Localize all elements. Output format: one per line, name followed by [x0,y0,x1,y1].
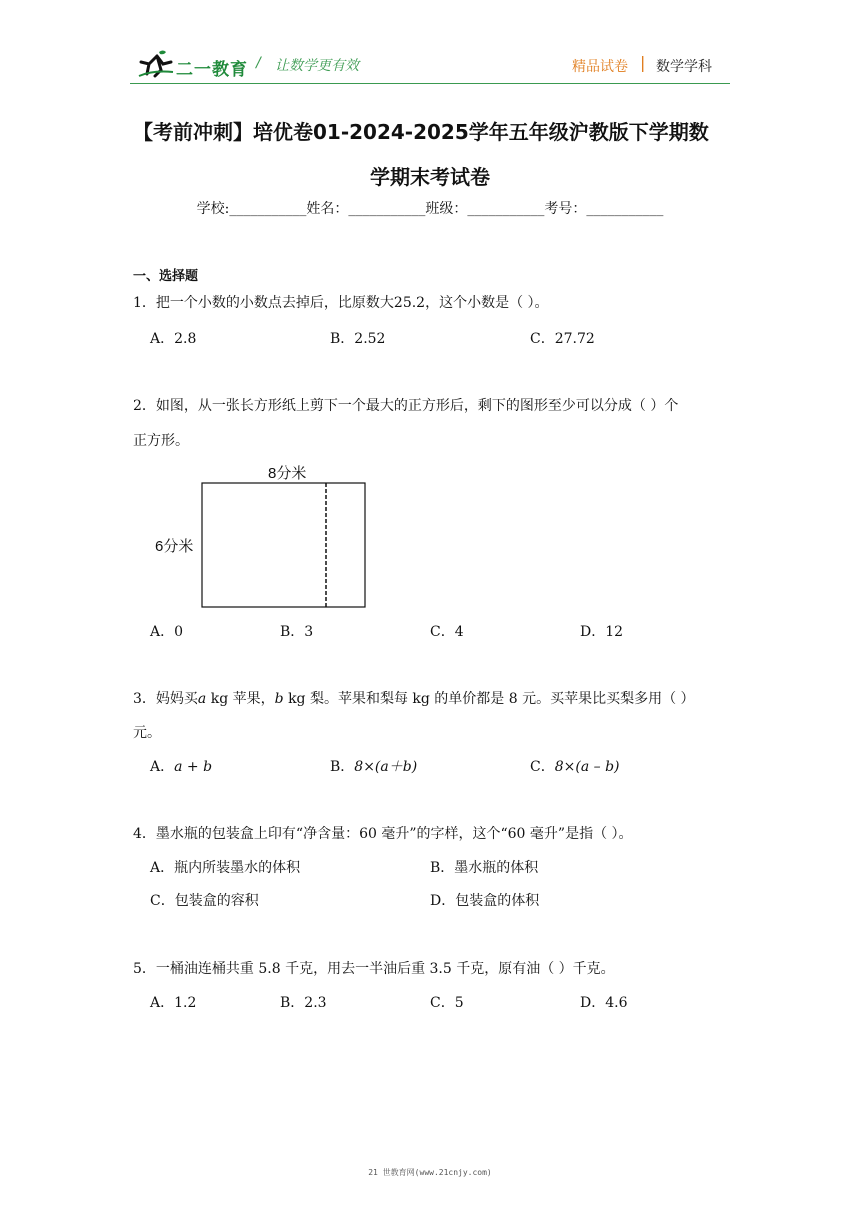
quality-tag: 精品试卷 [572,59,628,75]
q4-option-c[interactable]: C．包装盒的容积 [150,893,259,909]
rectangle-outline [202,483,365,607]
question-4-stem: 4．墨水瓶的包装盒上印有“净含量：60 毫升”的字样，这个“60 毫升”是指（ ）。 [133,826,633,842]
rectangle-figure [150,455,380,615]
question-2-stem-line1: 2．如图，从一张长方形纸上剪下一个最大的正方形后，剩下的图形至少可以分成（ ）个 [133,398,679,414]
question-2-stem-line2: 正方形。 [133,433,189,449]
q2-option-c[interactable]: C．4 [430,624,464,640]
q2-option-a[interactable]: A．0 [150,624,184,640]
q3-option-c[interactable]: C．8×(a – b) [530,759,620,775]
q4-option-a[interactable]: A．瓶内所装墨水的体积 [150,860,301,876]
student-info-line: 学校:___________姓名：___________班级：___________考号：___________ [196,201,664,217]
figure-side-label: 6分米 [155,538,194,555]
slogan: 让数学更有效 [275,58,359,74]
exam-title-line2: 学期末考试卷 [370,165,490,189]
q4-option-b[interactable]: B．墨水瓶的体积 [430,860,539,876]
page-footer: 21 世教育网(www.21cnjy.com) [368,1168,492,1177]
q1-option-a[interactable]: A．2.8 [150,331,197,347]
slogan-separator: / [256,55,261,71]
question-5-stem: 5．一桶油连桶共重 5.8 千克，用去一半油后重 3.5 千克，原有油（ ）千克。 [133,961,615,977]
figure-top-label: 8分米 [268,465,307,482]
subject-tag: 数学学科 [656,59,712,75]
runner-logo-icon [137,48,175,78]
q1-option-b[interactable]: B．2.52 [330,331,386,347]
variable-a: a [197,691,207,707]
q2-option-b[interactable]: B．3 [280,624,314,640]
question-1-stem: 1．把一个小数的小数点去掉后，比原数大25.2，这个小数是（ ）。 [133,295,549,311]
q2-option-d[interactable]: D．12 [580,624,624,640]
q3-option-b[interactable]: B．8×(a＋b) [330,759,418,775]
variable-b: b [274,691,284,707]
q5-option-b[interactable]: B．2.3 [280,995,327,1011]
question-3-stem-line2: 元。 [133,725,161,741]
section-title: 一、选择题 [133,269,199,284]
logo-name: 二一教育 [176,60,248,80]
q3-option-a[interactable]: A．a + b [150,759,213,775]
exam-title-line1: 【考前冲刺】培优卷01-2024-2025学年五年级沪教版下学期数 [133,120,709,144]
q4-option-d[interactable]: D．包装盒的体积 [430,893,540,909]
q5-option-c[interactable]: C．5 [430,995,464,1011]
q5-option-a[interactable]: A．1.2 [150,995,197,1011]
header-divider [130,83,730,84]
q1-option-c[interactable]: C．27.72 [530,331,595,347]
q5-option-d[interactable]: D．4.6 [580,995,628,1011]
tag-separator: | [640,53,646,72]
question-3-stem-line1: 3．妈妈买a kg 苹果，b kg 梨。苹果和梨每 kg 的单价都是 8 元。买苹果比买梨多用（ ） [133,691,695,707]
